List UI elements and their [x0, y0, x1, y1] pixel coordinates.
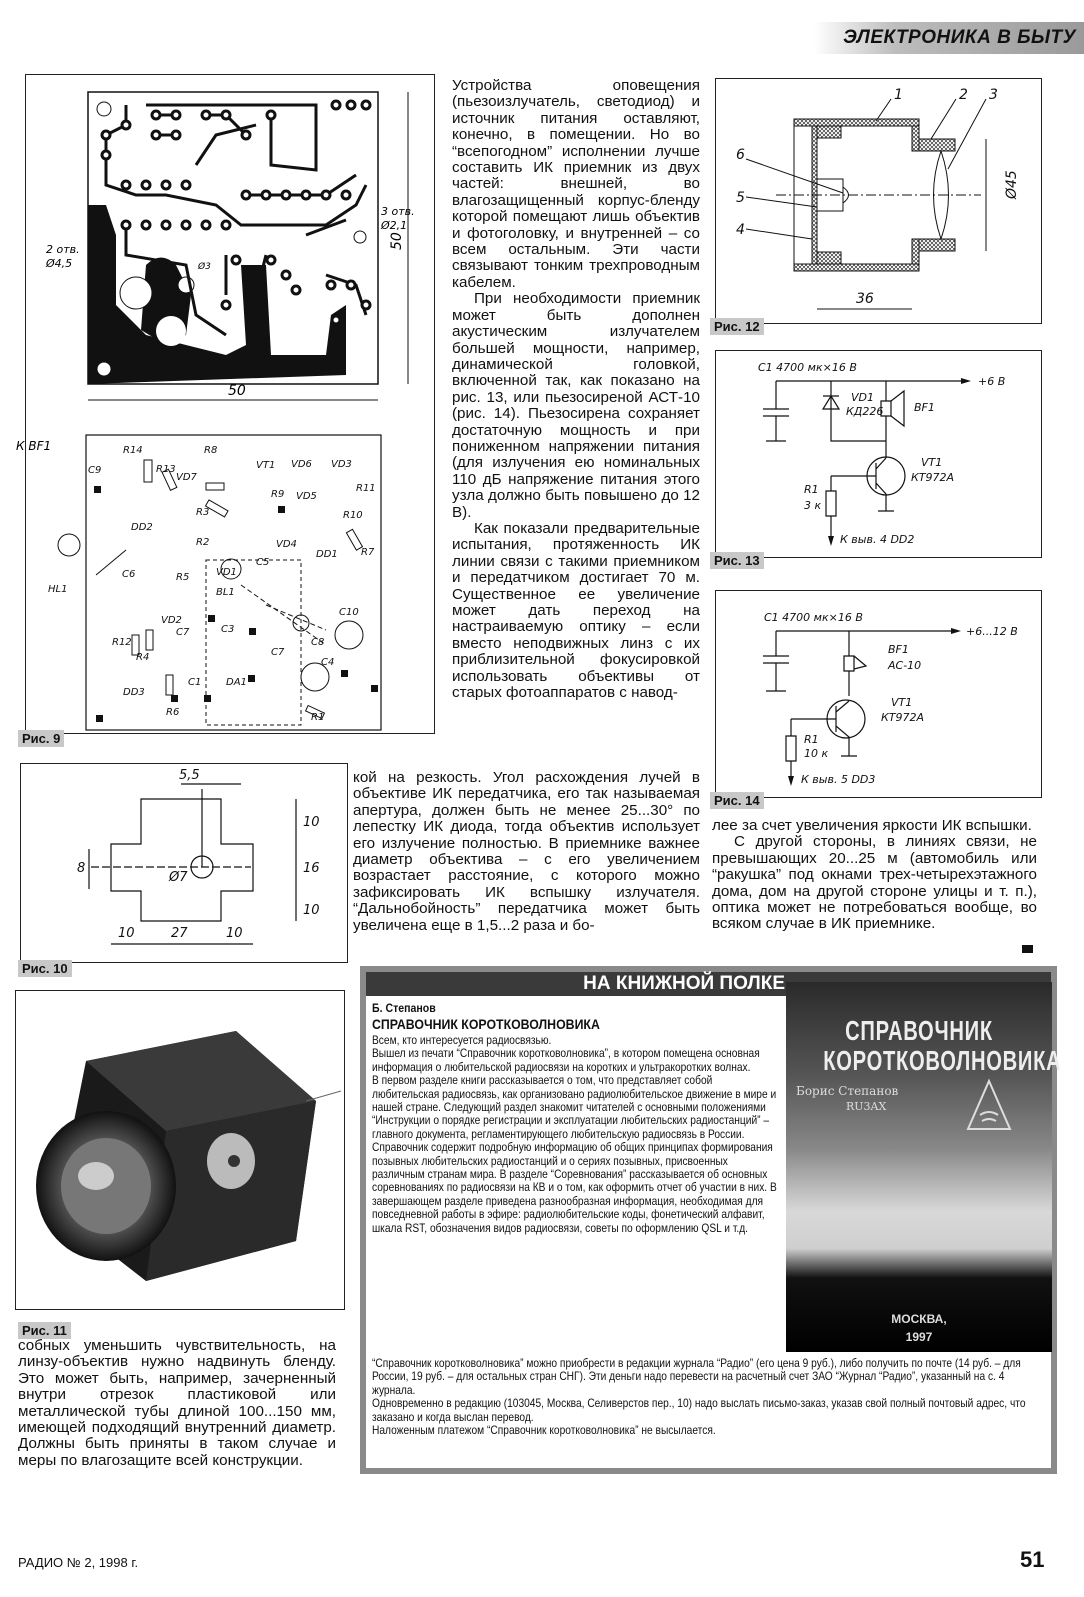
svg-text:R4: R4 — [136, 652, 150, 663]
svg-text:R9: R9 — [271, 489, 285, 500]
figure-10-frame — [20, 763, 348, 963]
c1-label: C1 4700 мк×16 В — [758, 361, 857, 374]
article-paragraph: Устройства оповещения (пьезоизлучатель, светодиод) и источник питания оставляют, конечно, в помещении. Но во “всепогодном” исполнении лучше составить ИК приемник из двух частей: внешней, во влагозащищенный корпус-бленду которой помещают лишь объектив и фотоголовку, и внутренней – со всем остальным. Эти части связывают тонким трехпроводным кабелем. — [452, 77, 700, 291]
book-paragraph: В первом разделе книги рассказывается о том, что представляет собой любительская радиосвязь, как организовано радиолюбительское движение в мире и нашей стране. Следующий раздел знакомит читателей с основными положениями “Инструкции о порядке регистрации и эксплуатации любительских радиостанций” – главного документа, регламентирующего любительскую радиосвязь в России. Справочник содержит подробную информацию об общих принципах формирования позывных любительских радиостанций и о сериях позывных, присвоенных различным странам мира. В разделе “Соревнования” рассказывается об основных соревнованиях по радиосвязи на КВ и о том, как оформить отчет об участии в них. В завершающем разделе приведена разнообразная информация, необходимая для повседневной работы в эфире: радиолюбительские коды, фонетический алфавит, шкала RST, обозначения видов радиосвязи, советы по оформлению QSL и т.д. — [372, 1074, 777, 1235]
bf1-label: BF1 — [888, 643, 909, 656]
svg-text:C5: C5 — [256, 557, 270, 568]
issue-label: РАДИО № 2, 1998 г. — [18, 1555, 139, 1570]
svg-text:C3: C3 — [221, 624, 235, 635]
vt1-label: VT1 — [921, 456, 943, 469]
pcb-width-dim: 50 — [228, 383, 246, 399]
svg-text:R12: R12 — [112, 637, 132, 648]
bf1-label: BF1 — [914, 401, 935, 414]
svg-text:C9: C9 — [88, 465, 102, 476]
svg-text:HL1: HL1 — [48, 584, 68, 595]
supply-label: +6 В — [978, 375, 1006, 388]
svg-text:R10: R10 — [343, 510, 363, 521]
book-title: СПРАВОЧНИК КОРОТКОВОЛНОВИКА — [372, 1016, 600, 1032]
svg-text:C8: C8 — [311, 637, 325, 648]
svg-text:R11: R11 — [356, 483, 376, 494]
article-col3 — [712, 818, 1037, 933]
book-section-title: НА КНИЖНОЙ ПОЛКЕ — [583, 973, 785, 994]
cover-author: Борис Степанов — [796, 1084, 899, 1098]
figure-12-label: Рис. 12 — [710, 318, 764, 335]
svg-text:R8: R8 — [204, 445, 218, 456]
c1-label: C1 4700 мк×16 В — [764, 611, 863, 624]
figure-11-frame — [15, 990, 345, 1310]
svg-text:VD5: VD5 — [296, 491, 317, 502]
dim-top-h: 10 — [303, 815, 320, 830]
svg-text:DA1: DA1 — [226, 677, 247, 688]
callout-2: 2 — [959, 87, 968, 103]
holes-a-dia: Ø4,5 — [46, 257, 73, 270]
figure-12-frame — [715, 78, 1042, 324]
page-number: 51 — [1020, 1547, 1045, 1572]
connector-label: К BF1 — [16, 439, 52, 453]
dim-mid-w: 27 — [171, 926, 188, 941]
svg-text:VD3: VD3 — [331, 459, 352, 470]
holes-b-label: 3 отв. — [381, 205, 415, 218]
vt1-label: VT1 — [891, 696, 913, 709]
supply-label: +6...12 В — [966, 625, 1018, 638]
article-paragraph: собных уменьшить чувствительность, на линзу-объектив нужно надвинуть бленду. Это может быть, например, зачерненный внутри отрезок пластиковой или металлической тубы длиной 100...150 мм, имеющей подходящий внутренний диаметр. Должны быть приняты в таком случае и меры по влагозащите всей конструкции. — [18, 1337, 336, 1469]
pcb-drawing — [16, 75, 436, 735]
book-paragraph: “Справочник коротковолновика” можно приобрести в редакции журнала “Радио” (его цена 9 руб.), либо получить по почте (14 руб. – для России, 19 руб. – для остальных стран СНГ). Эти деньги надо перевести на расчетный счет ЗАО “Журнал “Радио”, указанный на с. 4 журнала. — [372, 1357, 1021, 1397]
book-review-box — [360, 966, 1062, 1474]
svg-text:C10: C10 — [339, 607, 359, 618]
figure-11-label: Рис. 11 — [18, 1322, 71, 1339]
svg-text:C6: C6 — [122, 569, 136, 580]
cover-title-line2: КОРОТКОВОЛНОВИКА — [823, 1045, 1062, 1076]
cover-callsign: RU3AX — [846, 1100, 887, 1113]
svg-text:VD6: VD6 — [291, 459, 312, 470]
dim-left-offset: 8 — [77, 861, 86, 876]
schematic-13 — [716, 351, 1043, 559]
svg-text:DD3: DD3 — [123, 687, 145, 698]
holes-b-dia: Ø2,1 — [381, 219, 408, 232]
cover-year: 1997 — [905, 1330, 933, 1344]
book-paragraph: Одновременно в редакцию (103045, Москва, Селиверстов пер., 10) надо выслать письмо-заказ, указав свой полный почтовый адрес, что заказано и когда выслан перевод. — [372, 1397, 1026, 1424]
article-paragraph: лее за счет увеличения яркости ИК вспышки. — [712, 817, 1032, 834]
svg-text:VD4: VD4 — [276, 539, 297, 550]
section-header: ЭЛЕКТРОНИКА В БЫТУ — [814, 22, 1084, 54]
figure-14-label: Рис. 14 — [710, 792, 764, 809]
gasket-drawing — [21, 764, 349, 964]
book-tagline: Всем, кто интересуется радиосвязью. — [372, 1034, 552, 1047]
svg-text:R3: R3 — [196, 507, 210, 518]
radio-league-emblem-icon — [964, 1077, 1014, 1137]
r1-value: 10 к — [804, 747, 829, 760]
vd1-type: КД226 — [846, 405, 884, 418]
callout-6: 6 — [736, 147, 745, 163]
book-paragraph: Вышел из печати “Справочник коротковолновика”, в котором помещена основная информация о любительской радиосвязи на коротких и ультракоротких волнах. — [372, 1047, 760, 1074]
article-col2 — [452, 78, 700, 701]
svg-text:R13: R13 — [156, 464, 176, 475]
receiver-photo — [16, 991, 346, 1311]
book-cover — [786, 982, 1062, 1352]
holes-a-label: 2 отв. — [46, 243, 80, 256]
output-label: К выв. 4 DD2 — [840, 533, 915, 546]
output-label: К выв. 5 DD3 — [801, 773, 876, 786]
svg-text:BL1: BL1 — [216, 587, 235, 598]
svg-text:DD2: DD2 — [131, 522, 153, 533]
svg-text:R5: R5 — [176, 572, 190, 583]
svg-text:VD7: VD7 — [176, 472, 197, 483]
callout-5: 5 — [736, 190, 745, 206]
hole-c-dia: Ø3 — [198, 262, 211, 272]
svg-text:VT1: VT1 — [256, 460, 276, 471]
article-paragraph: Как показали предварительные испытания, протяженность ИК линии связи с такими приемником и передатчиком достигает 70 м. Существенное ее увеличение может дать переход на настраиваемую оптику – если вместо неподвижных линз с их приблизительной фокусировкой использовать объективы от старых фотоаппаратов с навод- — [452, 519, 700, 702]
callout-3: 3 — [989, 87, 998, 103]
pcb-height-dim: 50 — [389, 232, 405, 250]
bf1-type: АС-10 — [888, 659, 922, 672]
dim-length: 36 — [856, 291, 874, 307]
cover-city: МОСКВА, — [891, 1312, 947, 1326]
dim-hole: Ø7 — [169, 870, 188, 885]
dim-right-w: 10 — [226, 926, 243, 941]
article-paragraph: кой на резкость. Угол расхождения лучей в объективе ИК передатчика, его так называемая апертура, должен быть не менее 25...30° по лепестку ИК диода, тогда объектив использует его излучение полностью. В приемнике важнее диаметр объектива – с его увеличением возрастает расстояние, с которого можно зафиксировать ИК вспышку излучателя. “Дальнобойность” передатчика может быть увеличена еще в 1,5...2 раза и бо- — [353, 769, 700, 934]
svg-text:VD1: VD1 — [216, 567, 237, 578]
article-paragraph: С другой стороны, в линиях связи, не превышающих 20...25 м (автомобиль или “ракушка” под окнами трех-четырехэтажного дома, дом на другой стороне улицы и т. п.), оптика может не потребоваться вообще, во всяком случае в ИК приемнике. — [712, 833, 1037, 933]
callout-4: 4 — [736, 222, 745, 238]
dim-bot-h: 10 — [303, 903, 320, 918]
article-col1-bottom — [18, 1338, 336, 1469]
svg-text:DD1: DD1 — [316, 549, 338, 560]
schematic-14 — [716, 591, 1043, 799]
figure-9-label: Рис. 9 — [18, 730, 64, 747]
svg-text:C7: C7 — [176, 627, 190, 638]
book-description — [372, 1034, 781, 1235]
r1-value: 3 к — [804, 499, 822, 512]
figure-10-label: Рис. 10 — [18, 960, 72, 977]
vt1-type: КТ972А — [911, 471, 955, 484]
svg-text:R2: R2 — [196, 537, 210, 548]
article-col2-wide — [353, 770, 700, 934]
dim-top-offset: 5,5 — [179, 768, 200, 783]
callout-1: 1 — [894, 87, 903, 103]
svg-text:VD2: VD2 — [161, 615, 182, 626]
end-of-article-mark — [1022, 945, 1033, 953]
book-author: Б. Степанов — [372, 1001, 436, 1015]
svg-text:C1: C1 — [188, 677, 202, 688]
dim-diameter: Ø45 — [1004, 170, 1020, 199]
svg-text:C7: C7 — [271, 647, 285, 658]
figure-13-label: Рис. 13 — [710, 552, 764, 569]
book-ordering — [372, 1357, 1050, 1437]
cover-title-line1: СПРАВОЧНИК — [845, 1015, 993, 1046]
svg-text:R1: R1 — [311, 712, 325, 723]
r1-label: R1 — [804, 733, 819, 746]
svg-text:R6: R6 — [166, 707, 180, 718]
lens-hood-drawing — [716, 79, 1043, 325]
vd1-label: VD1 — [851, 391, 874, 404]
svg-text:C4: C4 — [321, 657, 335, 668]
vt1-type: КТ972А — [881, 711, 925, 724]
svg-text:R7: R7 — [361, 547, 375, 558]
svg-text:R14: R14 — [123, 445, 143, 456]
figure-13-frame — [715, 350, 1042, 558]
article-paragraph: При необходимости приемник может быть дополнен акустическим излучателем большей мощности, например, динамической головкой, включенной так, как показано на рис. 13, или пьезосиреной АСТ-10 (рис. 14). Пьезосирена сохраняет достаточную мощность и при пониженном напряжении питания (для излучения ею номинальных 110 дБ напряжение питания этого узла должно быть повышено до 12 В). — [452, 290, 700, 521]
book-paragraph: Наложенным платежом “Справочник коротковолновика” не высылается. — [372, 1424, 716, 1438]
dim-left-w: 10 — [118, 926, 135, 941]
figure-9-frame — [16, 74, 435, 734]
dim-mid-h: 16 — [303, 861, 320, 876]
r1-label: R1 — [804, 483, 819, 496]
figure-14-frame — [715, 590, 1042, 798]
